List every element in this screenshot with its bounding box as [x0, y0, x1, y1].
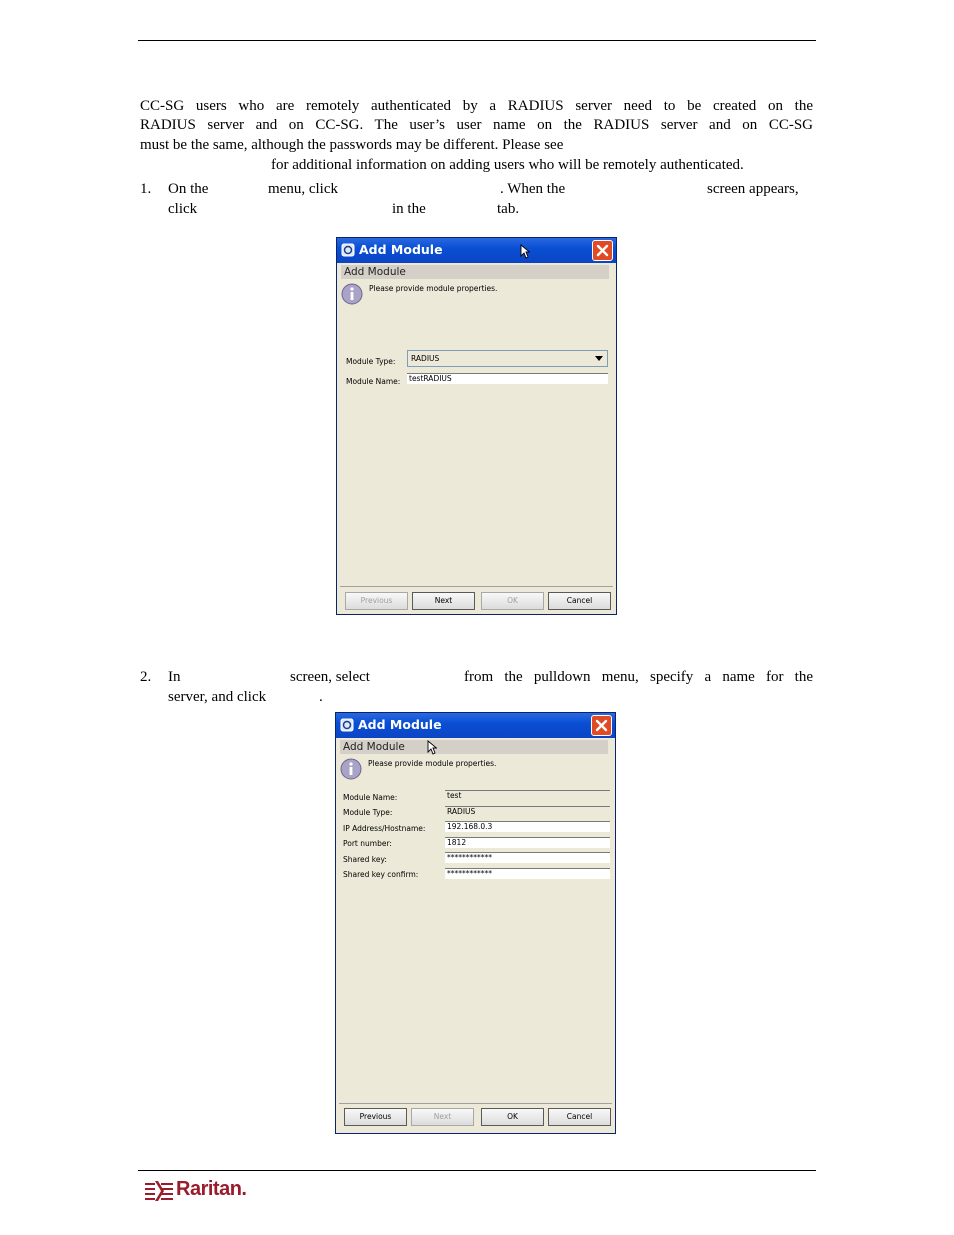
close-icon	[595, 719, 608, 732]
close-icon	[596, 244, 609, 257]
previous-button[interactable]: Previous	[344, 1108, 407, 1126]
intro-line-2: RADIUS server and on CC-SG. The user’s user name on the RADIUS server and on CC-SG	[140, 117, 813, 133]
close-button[interactable]	[592, 240, 613, 261]
add-module-dialog-1	[336, 237, 617, 615]
info-text: Please provide module properties.	[369, 284, 498, 293]
step1-text-b: menu, click	[268, 181, 338, 197]
field-label: Port number:	[343, 839, 392, 848]
header-rule	[138, 40, 816, 41]
field-label: Shared key confirm:	[343, 870, 419, 879]
dialog-title: Add Module	[359, 242, 443, 257]
step1-text-a: On the	[168, 181, 209, 197]
next-button[interactable]: Next	[411, 1108, 474, 1126]
shared-key-confirm-input[interactable]: ************	[445, 868, 610, 879]
step1-text-d: screen appears,	[707, 181, 799, 197]
info-icon	[341, 283, 363, 305]
title-bar[interactable]	[337, 238, 616, 263]
dialog-body	[340, 263, 613, 611]
raritan-logo-text: Raritan.	[176, 1178, 247, 1200]
intro-line-4: for additional information on adding users who will be remotely authenticated.	[271, 157, 744, 173]
mouse-cursor-icon	[520, 244, 530, 259]
ok-button[interactable]: OK	[481, 1108, 544, 1126]
module-type-value: RADIUS	[411, 354, 440, 363]
step1-text-e: click	[168, 201, 198, 217]
cancel-button[interactable]: Cancel	[548, 592, 611, 610]
dialog-body	[339, 738, 612, 1130]
step2-text-e: .	[319, 689, 323, 705]
field-label: Module Type:	[343, 808, 393, 817]
intro-line-1: CC-SG users who are remotely authenticated by a RADIUS server need to be created on the	[140, 98, 813, 114]
step1-number: 1.	[140, 181, 152, 197]
step2-text-a: In	[168, 669, 181, 685]
step1-text-c: . When the	[500, 181, 566, 197]
module-name-value: test	[445, 790, 610, 801]
info-icon	[340, 758, 362, 780]
title-bar[interactable]	[336, 713, 615, 738]
panel-header: Add Module	[341, 265, 609, 279]
ip-address-input[interactable]: 192.168.0.3	[445, 821, 610, 832]
field-label: Module Name:	[343, 793, 398, 802]
module-type-select[interactable]	[407, 350, 608, 367]
info-text: Please provide module properties.	[368, 759, 497, 768]
previous-button[interactable]: Previous	[345, 592, 408, 610]
app-icon	[340, 718, 354, 732]
module-type-value: RADIUS	[445, 806, 610, 817]
step2-text-c: from the pulldown menu, specify a name for the	[464, 669, 813, 685]
step2-text-d: server, and click	[168, 689, 267, 705]
close-button[interactable]	[591, 715, 612, 736]
footer-divider	[340, 586, 613, 587]
field-label: IP Address/Hostname:	[343, 824, 426, 833]
cancel-button[interactable]: Cancel	[548, 1108, 611, 1126]
step2-number: 2.	[140, 669, 152, 685]
step1-text-f: in the	[392, 201, 426, 217]
footer-divider	[339, 1103, 612, 1104]
add-module-dialog-2	[335, 712, 616, 1134]
field-label: Shared key:	[343, 855, 387, 864]
panel-header: Add Module	[340, 740, 608, 754]
ok-button[interactable]: OK	[481, 592, 544, 610]
port-number-input[interactable]: 1812	[445, 837, 610, 848]
mouse-cursor-icon	[427, 740, 437, 755]
module-type-label: Module Type:	[346, 357, 396, 366]
next-button[interactable]: Next	[412, 592, 475, 610]
footer-rule	[138, 1170, 816, 1171]
dialog-title: Add Module	[358, 717, 442, 732]
app-icon	[341, 243, 355, 257]
intro-line-3: must be the same, although the passwords may be different. Please see	[140, 137, 564, 153]
module-name-label: Module Name:	[346, 377, 401, 386]
step1-text-g: tab.	[497, 201, 520, 217]
module-name-input[interactable]: testRADIUS	[407, 373, 608, 384]
step2-text-b: screen, select	[290, 669, 370, 685]
raritan-logo-icon	[145, 1181, 175, 1201]
shared-key-input[interactable]: ************	[445, 852, 610, 863]
chevron-down-icon	[595, 356, 603, 361]
